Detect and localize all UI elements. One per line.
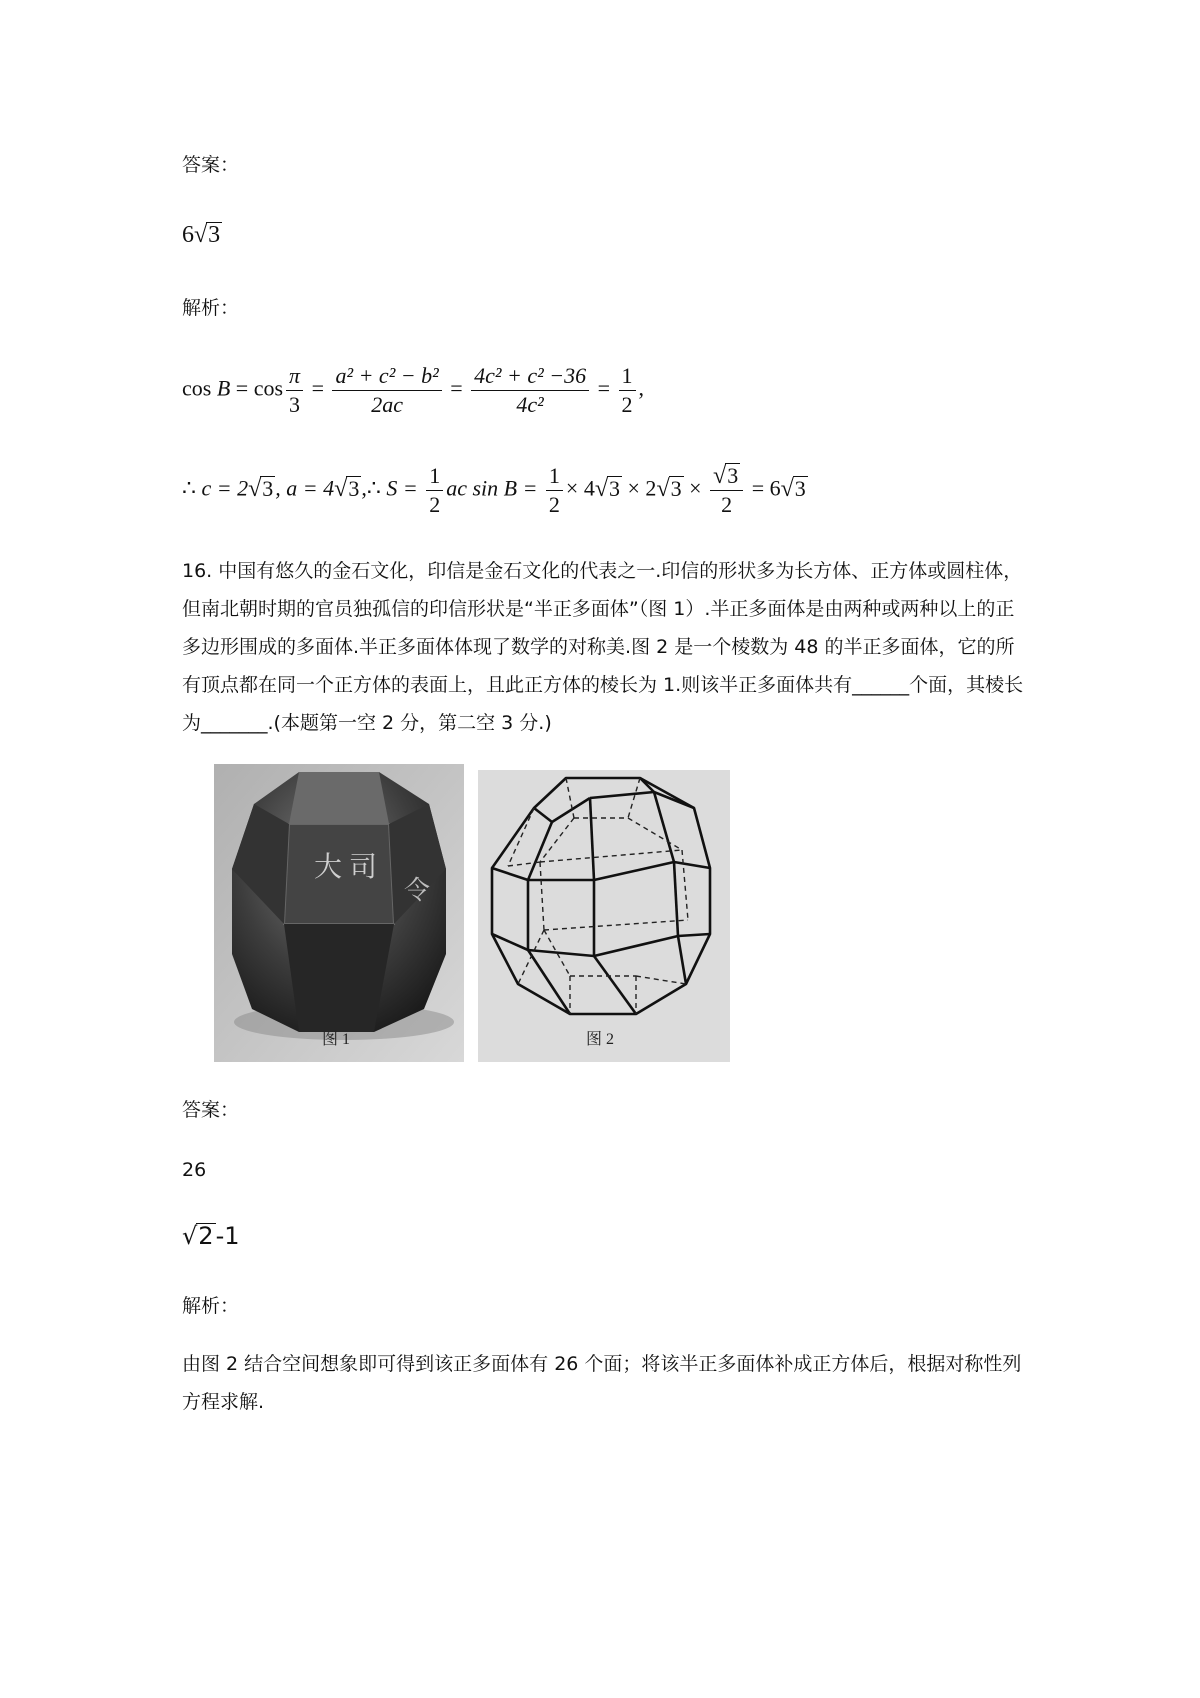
fraction-pi-3 (286, 362, 303, 419)
answer-value (182, 222, 222, 249)
seal-glyph-2: 司 (349, 850, 378, 883)
fraction-one-half (619, 362, 636, 419)
comma: , (638, 375, 644, 401)
seal-photo-icon (214, 764, 464, 1062)
radicand: 3 (348, 475, 360, 501)
radicand: 3 (208, 222, 221, 248)
radicand: 2 (198, 1222, 214, 1250)
cos-text: cos (182, 375, 212, 401)
sqrt-symbol: √ 3 (334, 475, 360, 502)
seal-glyph-1: 大 (314, 850, 343, 883)
sqrt-symbol: √ 3 (656, 475, 682, 502)
answer-label: 答案： (182, 1099, 240, 1121)
numerator: a² + c² − b² (332, 362, 441, 391)
times-four: × 4 (565, 475, 595, 501)
S-equals: S = (386, 475, 418, 501)
figure-1-caption: 图 1 (322, 1031, 351, 1048)
c-value: c = 2 (201, 475, 249, 501)
sqrt-symbol: √ 3 (248, 475, 274, 502)
fraction-one-half (426, 462, 443, 519)
therefore-symbol: ,∴ (361, 475, 381, 501)
equals: = (450, 375, 463, 401)
denominator: 2 (621, 392, 633, 417)
denominator: 2 (721, 492, 733, 517)
figure-1-seal-photo (214, 764, 464, 1062)
answer-label: 答案： (182, 154, 240, 176)
radicand: 3 (609, 475, 621, 501)
rhombicuboctahedron-icon (478, 770, 730, 1062)
sqrt-symbol: √ 3 (780, 475, 806, 502)
analysis-label: 解析： (182, 1295, 240, 1317)
equals: = (311, 375, 324, 401)
figure-2-polyhedron-diagram (478, 770, 730, 1062)
denominator: 2 (429, 492, 441, 517)
var-B: B (216, 375, 231, 401)
radicand: 3 (727, 463, 739, 488)
equation-area (182, 462, 808, 519)
denominator: 3 (289, 392, 301, 417)
figure-2-caption: 图 2 (586, 1031, 615, 1048)
fraction-one-half (546, 462, 563, 519)
numerator: √ 3 (710, 462, 743, 491)
denominator: 2 (548, 492, 560, 517)
fraction-law-of-cosines (332, 362, 441, 419)
radicand: 3 (262, 475, 274, 501)
answer-value-edge-length (182, 1222, 240, 1250)
equals: = (597, 375, 610, 401)
times-two: × 2 (627, 475, 657, 501)
numerator: 4c² + c² −36 (471, 362, 589, 391)
cos-text: cos (253, 375, 284, 401)
equals: = (235, 375, 249, 401)
times: × (689, 475, 702, 501)
problem-16-text: 16. 中国有悠久的金石文化，印信是金石文化的代表之一.印信的形状多为长方体、正方体或圆柱体，但南北朝时期的官员独孤信的印信形状是“半正多面体”（图 1）.半正多面体是由两种或两种以上的正多边形围成的多面体.半正多面体体现了数学的对称美.图 2 是一个棱数为 48 的半正多面体，它的所有顶点都在同一个正方体的表面上，且此正方体的棱长为 1.则该半正多面体共有______个面，其棱长为_______.(本题第一空 2 分，第二空 3 分.) (182, 560, 1024, 734)
sqrt-symbol: √ 3 (594, 475, 621, 502)
therefore-symbol: ∴ (182, 475, 196, 501)
minus-one: -1 (215, 1222, 240, 1250)
sqrt-symbol: √ 2 (182, 1222, 214, 1250)
fraction-substituted (471, 362, 589, 419)
sqrt-symbol: √ 3 (194, 222, 221, 248)
result: = 6 (751, 475, 781, 501)
numerator: π (286, 362, 303, 391)
numerator: 1 (426, 462, 443, 491)
analysis-2-text: 由图 2 结合空间想象即可得到该正多面体有 26 个面；将该半正多面体补成正方体后，根据对称性列方程求解. (182, 1353, 1022, 1413)
fraction-sqrt3-2 (710, 462, 743, 519)
a-value: , a = 4 (275, 475, 335, 501)
radicand: 3 (794, 475, 806, 501)
answer-value-faces: 26 (182, 1159, 207, 1181)
seal-glyph-3: 令 (404, 876, 431, 906)
equation-cosB (182, 362, 644, 419)
denominator: 4c² (516, 392, 544, 417)
answer-coefficient: 6 (182, 222, 194, 248)
numerator: 1 (619, 362, 636, 391)
radicand: 3 (670, 475, 682, 501)
denominator: 2ac (371, 392, 403, 417)
analysis-label: 解析： (182, 297, 240, 319)
ac-sinB: ac sin B = (446, 475, 538, 501)
numerator: 1 (546, 462, 563, 491)
